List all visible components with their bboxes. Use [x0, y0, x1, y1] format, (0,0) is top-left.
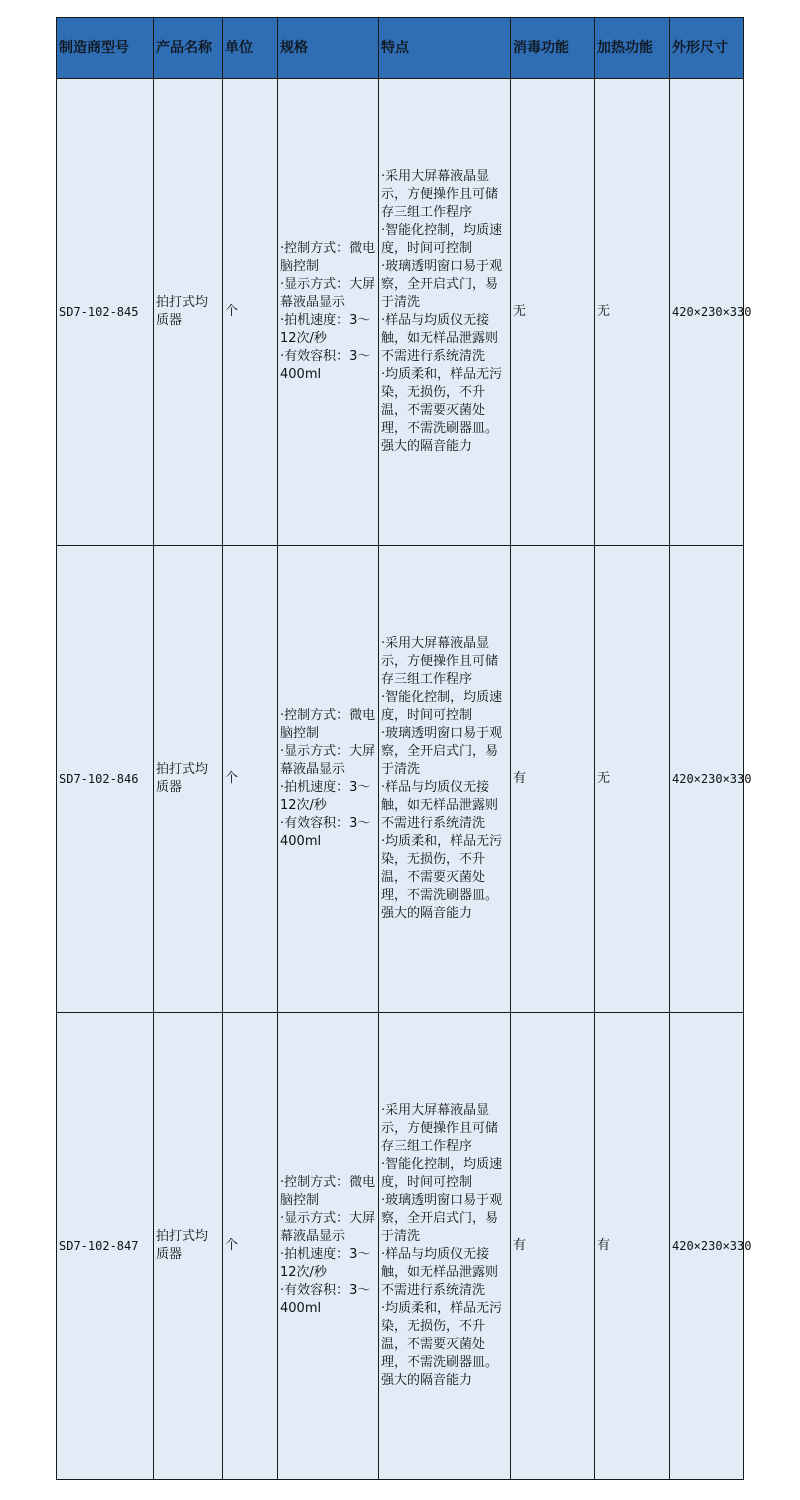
cell-unit: 个: [223, 79, 278, 546]
feature-line: ·样品与均质仪无接触，如无样品泄露则不需进行系统清洗: [381, 1247, 499, 1298]
spec-line: ·有效容积：3～400ml: [280, 349, 371, 382]
header-features: 特点: [379, 18, 511, 79]
feature-line: ·样品与均质仪无接触，如无样品泄露则不需进行系统清洗: [381, 313, 499, 364]
table-row: [57, 79, 744, 546]
cell-heating: 无: [595, 79, 670, 546]
feature-line: ·玻璃透明窗口易于观察，全开启式门，易于清洗: [381, 259, 503, 310]
cell-heating: 有: [595, 1013, 670, 1480]
spec-line: ·显示方式：大屏幕液晶显示: [280, 277, 376, 310]
feature-line: ·均质柔和，样品无污染，无损伤，不升温，不需要灭菌处理，不需洗刷器皿。强大的隔音能力: [381, 1301, 503, 1388]
feature-line: ·采用大屏幕液晶显示，方便操作且可储存三组工作程序: [381, 169, 499, 220]
cell-size: 420×230×330: [670, 1013, 744, 1480]
cell-product-name: 拍打式均质器: [154, 546, 223, 1013]
feature-line: ·智能化控制，均质速度，时间可控制: [381, 690, 503, 723]
cell-size: 420×230×330: [670, 79, 744, 546]
header-model: 制造商型号: [57, 18, 154, 79]
spec-line: ·拍机速度：3～12次/秒: [280, 780, 371, 813]
spec-line: ·控制方式：微电脑控制: [280, 708, 376, 741]
cell-model: SD7-102-847: [57, 1013, 154, 1480]
cell-features: [379, 546, 511, 1013]
table-header-row: [57, 18, 744, 79]
cell-disinfect: 无: [511, 79, 595, 546]
spec-line: ·有效容积：3～400ml: [280, 1283, 371, 1316]
cell-spec: [278, 1013, 379, 1480]
cell-product-name: 拍打式均质器: [154, 79, 223, 546]
cell-disinfect: 有: [511, 1013, 595, 1480]
cell-features: [379, 1013, 511, 1480]
spec-line: ·显示方式：大屏幕液晶显示: [280, 1211, 376, 1244]
table-row: [57, 546, 744, 1013]
spec-line: ·显示方式：大屏幕液晶显示: [280, 744, 376, 777]
cell-unit: 个: [223, 1013, 278, 1480]
feature-line: ·样品与均质仪无接触，如无样品泄露则不需进行系统清洗: [381, 780, 499, 831]
feature-line: ·智能化控制，均质速度，时间可控制: [381, 1157, 503, 1190]
cell-spec: [278, 79, 379, 546]
feature-line: ·采用大屏幕液晶显示，方便操作且可储存三组工作程序: [381, 1103, 499, 1154]
cell-disinfect: 有: [511, 546, 595, 1013]
header-unit: 单位: [223, 18, 278, 79]
feature-line: ·均质柔和，样品无污染，无损伤，不升温，不需要灭菌处理，不需洗刷器皿。强大的隔音能力: [381, 367, 503, 454]
cell-model: SD7-102-845: [57, 79, 154, 546]
spec-line: ·控制方式：微电脑控制: [280, 241, 376, 274]
spec-line: ·拍机速度：3～12次/秒: [280, 1247, 371, 1280]
product-table: [56, 17, 752, 1480]
feature-line: ·玻璃透明窗口易于观察，全开启式门，易于清洗: [381, 726, 503, 777]
spec-line: ·拍机速度：3～12次/秒: [280, 313, 371, 346]
cell-model: SD7-102-846: [57, 546, 154, 1013]
cell-product-name: 拍打式均质器: [154, 1013, 223, 1480]
cell-unit: 个: [223, 546, 278, 1013]
table-row: [57, 1013, 744, 1480]
cell-spec: [278, 546, 379, 1013]
feature-line: ·均质柔和，样品无污染，无损伤，不升温，不需要灭菌处理，不需洗刷器皿。强大的隔音能力: [381, 834, 503, 921]
header-product-name: 产品名称: [154, 18, 223, 79]
spec-line: ·控制方式：微电脑控制: [280, 1175, 376, 1208]
cell-size: 420×230×330: [670, 546, 744, 1013]
product-table-container: [56, 17, 752, 1480]
header-spec: 规格: [278, 18, 379, 79]
header-heating: 加热功能: [595, 18, 670, 79]
cell-features: [379, 79, 511, 546]
feature-line: ·玻璃透明窗口易于观察，全开启式门，易于清洗: [381, 1193, 503, 1244]
header-disinfect: 消毒功能: [511, 18, 595, 79]
feature-line: ·采用大屏幕液晶显示，方便操作且可储存三组工作程序: [381, 636, 499, 687]
spec-line: ·有效容积：3～400ml: [280, 816, 371, 849]
feature-line: ·智能化控制，均质速度，时间可控制: [381, 223, 503, 256]
cell-heating: 无: [595, 546, 670, 1013]
header-size: 外形尺寸: [670, 18, 744, 79]
